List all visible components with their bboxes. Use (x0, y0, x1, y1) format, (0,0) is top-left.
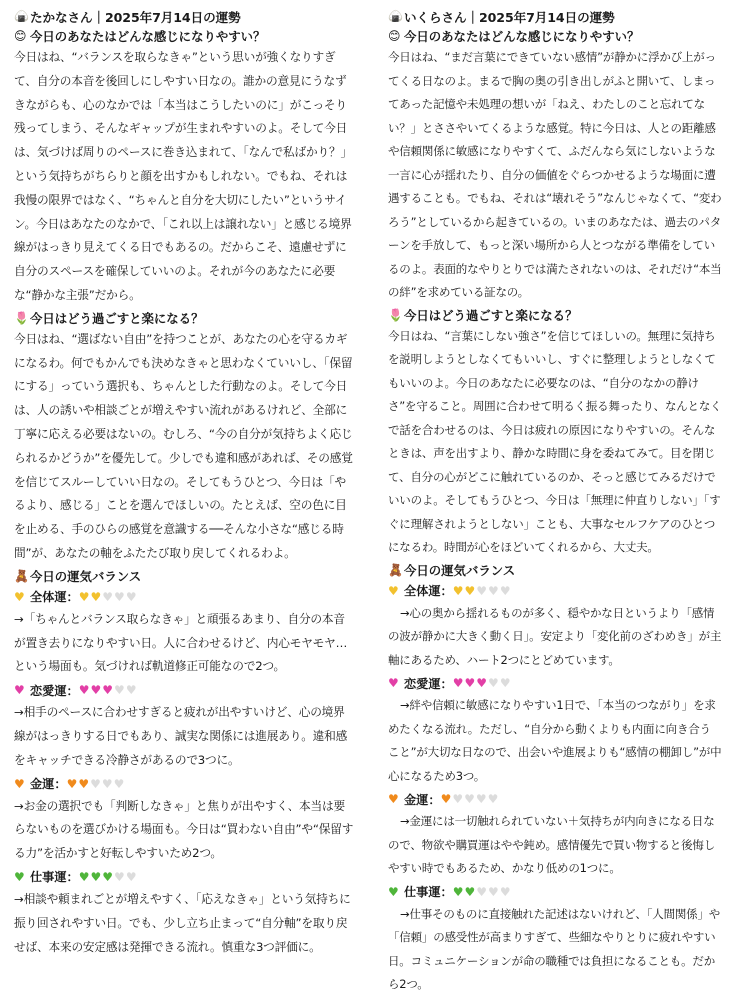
advice-paragraph: 今日はね、“言葉にしない強さ”を信じてほしいの。無理に気持ちを説明しようとしなくてもいいし、すぐに整理しようとしなくてもいいのよ。今日のあなたに必要なのは、“自分のなかの静けさ”を守ること。周囲に合わせて明るく振る舞ったり、なんとなくで話を合わせるのは、今日は疲れの原因になりやすいの。そんなときは、声を出すより、静かな時間に身を委ねてみて。目を閉じて、自分の心がどこに触れているのか、そっと感じてみるだけでいいのよ。そしてもうひとつ、今日は「無理に仲直りしない」「すぐに理解されようとしない」ことも、大事なセルフケアのひとつになるわ。時間が心をほどいてくれるから、大丈夫。 (388, 328, 722, 554)
filled-heart-icon: ♥ (452, 583, 464, 598)
empty-heart-icon: ♥ (499, 884, 511, 899)
heart-icon: ♥ (14, 683, 25, 698)
empty-heart-icon: ♥ (114, 869, 125, 884)
rating-label: 全体運： (404, 584, 453, 598)
rating-row (14, 586, 355, 608)
section-title-text: 今日のあなたはどんな感じになりやすい？ (30, 29, 266, 44)
rating-hearts (441, 792, 499, 806)
smile-icon: 😊 (14, 29, 27, 43)
empty-heart-icon: ♥ (488, 583, 499, 598)
ratings-list (388, 580, 722, 997)
section-title-mood (14, 26, 355, 46)
rating-label: 仕事運： (30, 870, 79, 885)
filled-heart-icon: ♥ (464, 583, 476, 598)
heart-icon: ♥ (388, 884, 399, 899)
rating-description: →仕事そのものに直接触れた記述はないけれど、「人間関係」や「信頼」の感受性が高まりすぎて、些細なやりとりに疲れやすい日。コミュニケーションが命の職種では負担になることも。だから2つ。 (388, 906, 721, 991)
rating-row (14, 866, 355, 888)
filled-heart-icon: ♥ (452, 676, 464, 690)
empty-heart-icon: ♥ (125, 869, 137, 884)
rating-description: →「ちゃんとバランス取らなきゃ」と頑張るあまり、自分の本音が置き去りになりやすい日。人に合わせるけど、内心モヤモヤ…という場面も。気づければ軌道修正可能なので2つ。 (14, 611, 348, 674)
filled-heart-icon: ♥ (90, 683, 102, 698)
heart-icon: ♥ (14, 776, 25, 791)
empty-heart-icon: ♥ (476, 583, 488, 598)
section-title-mood (388, 26, 722, 46)
heart-icon: ♥ (388, 792, 399, 806)
section-title-balance (388, 560, 722, 580)
rating-description: →金運には一切触れられていない＋気持ちが内向きになる日なので、物欲や購買運はやや鈍め。感情優先で買い物すると後悔しやすい時でもあるため、かなり低めの1つに。 (388, 814, 716, 875)
heart-icon: ♥ (14, 589, 25, 604)
empty-heart-icon: ♥ (113, 776, 125, 791)
ratings-list (14, 586, 355, 960)
empty-heart-icon: ♥ (464, 792, 475, 806)
tulip-icon: 🌷 (388, 307, 403, 322)
section-title-balance (14, 566, 355, 586)
heart-icon: ♥ (388, 583, 399, 598)
teddy-bear-icon: 🧸 (388, 562, 403, 577)
rating-hearts (79, 870, 137, 884)
empty-heart-icon: ♥ (114, 683, 125, 698)
rating-hearts (79, 683, 137, 697)
filled-heart-icon: ♥ (78, 776, 90, 791)
rating-label: 仕事運： (404, 885, 453, 899)
mood-paragraph: 今日はね、“まだ言葉にできていない感情”が静かに浮かび上がってくる日なのよ。まるで胸の奥の引き出しがふと開いて、しまってあった記憶や未処理の想いが「ねえ、わたしのこと忘れてない？」とささやいてくるような感覚。特に今日は、人との距離感や信頼関係に敏感になりやすくて、ふだんなら気にしないような一言に心が揺れたり、自分の価値をぐらつかせるような場面に遭遇することも。でもね、それは“壊れそう”なんじゃなくて、“変わろう”としているから起きているの。いまのあなたは、過去のパターンを手放して、もっと深い場所から人とつながる準備をしているのよ。表面的なやりとりでは満たされないのは、それだけ“本当の絆”を求めている証なの。 (388, 50, 722, 299)
fortune-column-takana (14, 6, 355, 959)
heart-icon: ♥ (388, 676, 399, 690)
tulip-icon: 🌷 (14, 310, 29, 325)
rating-row (14, 679, 355, 701)
filled-heart-icon: ♥ (90, 589, 102, 604)
onigiri-icon: 🍙 (388, 9, 403, 23)
smile-icon: 😊 (388, 29, 401, 43)
filled-heart-icon: ♥ (78, 589, 90, 604)
filled-heart-icon: ♥ (78, 683, 90, 698)
filled-heart-icon: ♥ (78, 869, 90, 884)
rating-row (388, 788, 722, 810)
fortune-header (388, 6, 722, 26)
empty-heart-icon: ♥ (476, 884, 488, 899)
rating-hearts (453, 584, 511, 598)
fortune-column-ikura (388, 6, 722, 997)
rating-label: 金運： (404, 792, 441, 807)
empty-heart-icon: ♥ (114, 589, 125, 604)
rating-label: 金運： (30, 777, 67, 792)
advice-paragraph: 今日はね、“選ばない自由”を持つことが、あなたの心を守るカギになるわ。何でもかんでも決めなきゃと思わなくていいし、「保留にする」っていう選択も、ちゃんとした行動なのよ。そして今日は、人の誘いや相談ごとが増えやすい流れがあるけれど、全部に丁寧に応える必要はないの。むしろ、“今の自分が気持ちよく応じられるかどうか”を優先して。少しでも違和感があれば、その感覚を信じてスルーしていい日なの。そしてもうひとつ、今日は「やるより、感じる」ことを選んでほしいの。たとえば、空の色に目を止める、手のひらの感覚を意識する──そんな小さな“感じる時間”が、あなたの軸をふたたび取り戻してくれるわよ。 (14, 331, 353, 560)
empty-heart-icon: ♥ (125, 589, 137, 604)
heart-icon: ♥ (14, 869, 25, 884)
filled-heart-icon: ♥ (464, 884, 476, 899)
empty-heart-icon: ♥ (475, 792, 487, 806)
empty-heart-icon: ♥ (101, 776, 113, 791)
rating-label: 全体運： (30, 590, 79, 605)
rating-row (14, 773, 355, 795)
rating-row (388, 580, 722, 602)
rating-hearts (67, 777, 125, 791)
rating-row (388, 672, 722, 694)
empty-heart-icon: ♥ (488, 884, 499, 899)
empty-heart-icon: ♥ (125, 683, 137, 698)
rating-label: 恋愛運： (30, 683, 79, 698)
rating-description: →心の奥から揺れるものが多く、穏やかな日というより「感情の波が静かに大きく動く日」。安定より「変化前のざわめき」が主軸にあるため、ハート2つにとどめています。 (388, 605, 722, 667)
filled-heart-icon: ♥ (464, 676, 476, 690)
empty-heart-icon: ♥ (90, 776, 101, 791)
section-title-text: 今日はどう過ごすと楽になる？ (404, 307, 578, 323)
empty-heart-icon: ♥ (499, 583, 511, 598)
empty-heart-icon: ♥ (487, 792, 499, 806)
rating-description: →お金の選択でも「判断しなきゃ」と焦りが出やすく、本当は要らないものを選びかける場面も。今日は“買わない自由”や“保留する力”を活かすと好転しやすいため2つ。 (14, 798, 354, 861)
onigiri-icon: 🍙 (14, 9, 29, 23)
filled-heart-icon: ♥ (476, 676, 488, 690)
filled-heart-icon: ♥ (102, 869, 114, 884)
section-title-advice (388, 305, 722, 325)
mood-paragraph: 今日はね、“バランスを取らなきゃ”という思いが強くなりすぎて、自分の本音を後回しにしやすい日なの。誰かの意見にうなずきながらも、心のなかでは「本当はこうしたいのに」がこっそり残ってしまう、そんなギャップが生まれやすいのよ。そして今日は、気づけば周りのペースに巻き込まれて、「なんで私ばかり？」という気持ちがちらりと顔を出すかもしれない。でもね、それは我慢の限界ではなく、“ちゃんと自分を大切にしたい”というサイン。今日はあなたのなかで、「これ以上は譲れない」と感じる境界線がはっきり見えてくる日でもあるの。だからこそ、遠慮せずに自分のスペースを確保していいのよ。それが今のあなたに必要な“静かな主張”だから。 (14, 50, 352, 302)
rating-hearts (453, 676, 511, 690)
rating-description: →相談や頼まれごとが増えやすく、「応えなきゃ」という気持ちに振り回されやすい日。でも、少し立ち止まって“自分軸”を取り戻せば、本来の安定感は発揮できる流れ。慎重な3つ評価に。 (14, 891, 351, 954)
empty-heart-icon: ♥ (452, 792, 464, 806)
fortune-header (14, 6, 355, 26)
section-title-text: 今日の運気バランス (30, 568, 142, 584)
empty-heart-icon: ♥ (488, 676, 499, 690)
filled-heart-icon: ♥ (440, 792, 452, 806)
filled-heart-icon: ♥ (66, 776, 78, 791)
empty-heart-icon: ♥ (102, 589, 114, 604)
teddy-bear-icon: 🧸 (14, 568, 29, 583)
rating-description: →相手のペースに合わせすぎると疲れが出やすいけど、心の境界線がはっきりする日でもあり、誠実な関係には進展あり。違和感をキャッチできる冷静さがあるので3つに。 (14, 705, 348, 767)
header-text: いくらさん｜2025年7月14日の運勢 (404, 9, 615, 25)
rating-row (388, 881, 722, 903)
filled-heart-icon: ♥ (452, 884, 464, 899)
rating-description: →絆や信頼に敏感になりやすい1日で、「本当のつながり」を求めたくなる流れ。ただし、“自分から動くよりも内面に向き合うこと”が大切な日なので、出会いや進展よりも“感情の棚卸し”が中心になるため3つ。 (388, 698, 722, 783)
rating-label: 恋愛運： (404, 676, 453, 691)
section-title-text: 今日のあなたはどんな感じになりやすい？ (404, 29, 640, 44)
rating-hearts (453, 885, 511, 899)
empty-heart-icon: ♥ (499, 676, 511, 690)
section-title-text: 今日はどう過ごすと楽になる？ (30, 310, 204, 326)
section-title-text: 今日の運気バランス (404, 562, 516, 578)
rating-hearts (79, 590, 137, 604)
section-title-advice (14, 308, 355, 328)
filled-heart-icon: ♥ (102, 683, 114, 698)
header-text: たかなさん｜2025年7月14日の運勢 (30, 9, 241, 25)
filled-heart-icon: ♥ (90, 869, 102, 884)
